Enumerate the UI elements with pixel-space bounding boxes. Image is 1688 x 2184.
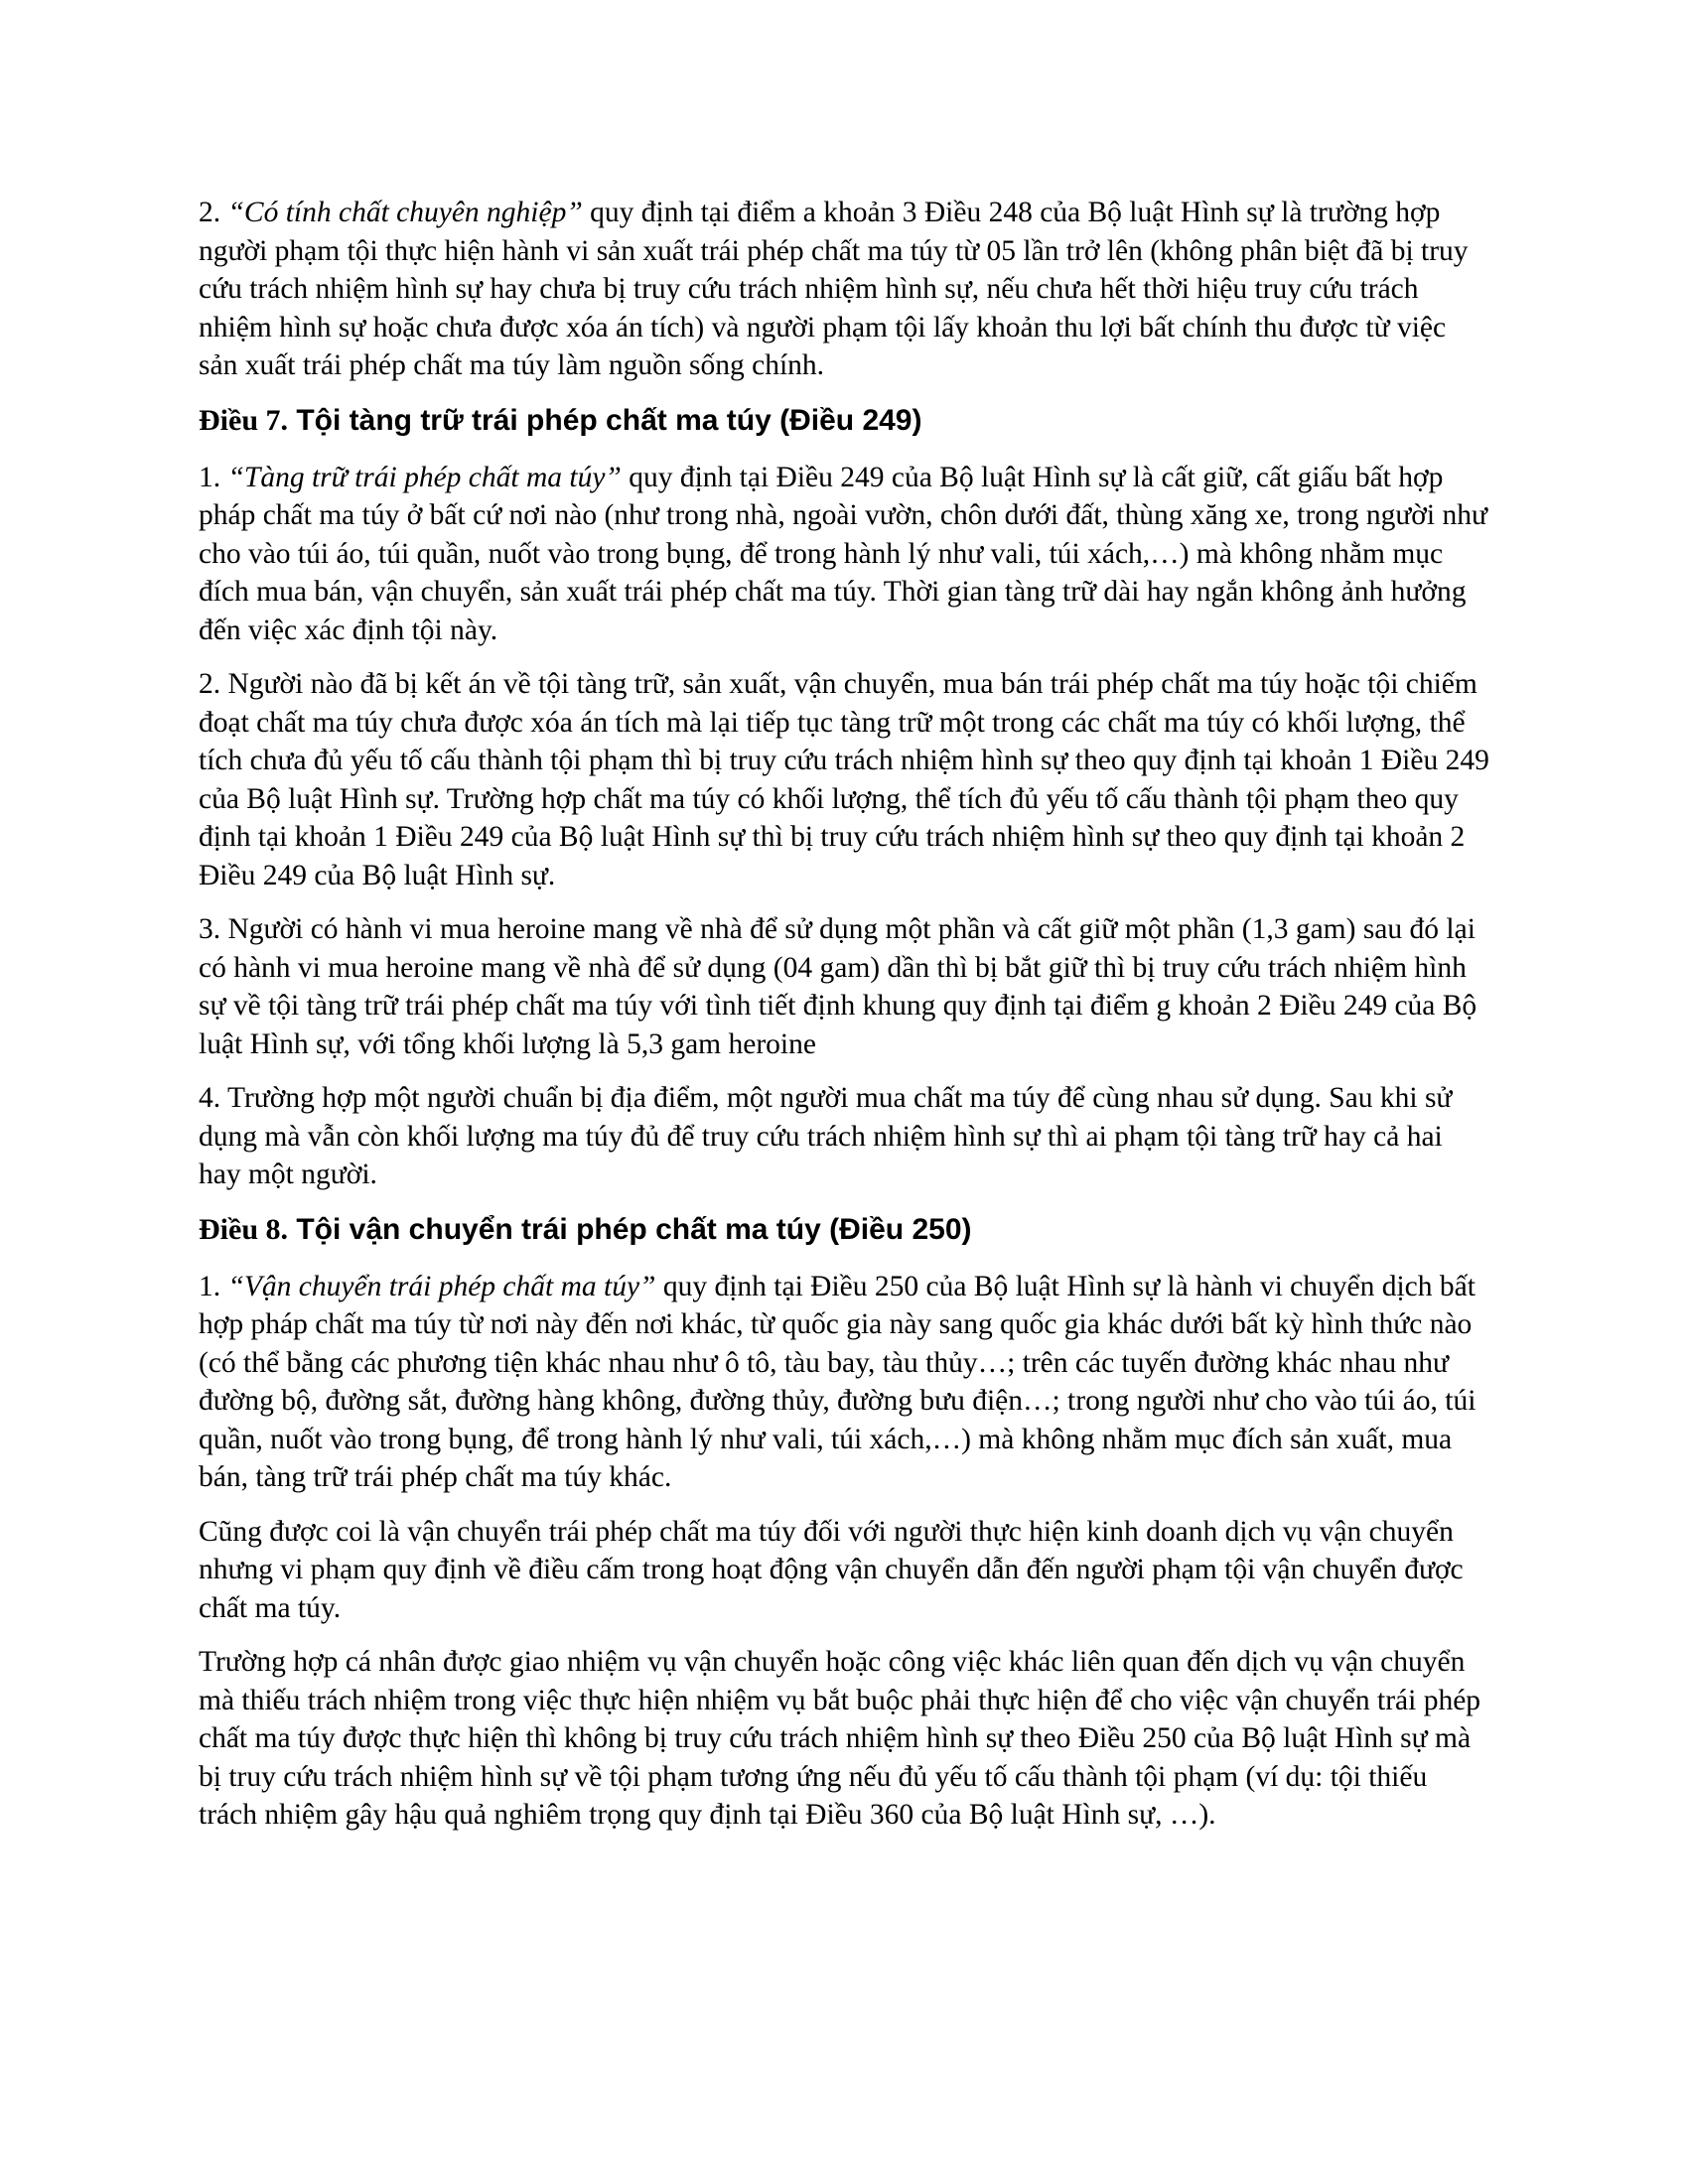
paragraph-number: 2.	[199, 197, 228, 228]
article-8-paragraph-1	[199, 1268, 1489, 1497]
article-8-heading	[199, 1210, 1489, 1250]
paragraph-number: 1.	[199, 461, 228, 493]
article-number: Điều 7.	[199, 403, 288, 437]
article-title: Tội vận chuyển trái phép chất ma túy (Điều 250)	[288, 1212, 972, 1246]
article-7-paragraph-1	[199, 459, 1489, 650]
article-7-paragraph-4: 4. Trường hợp một người chuẩn bị địa điểm, một người mua chất ma túy để cùng nhau sử dụng. Sau khi sử dụng mà vẫn còn khối lượng ma túy đủ để truy cứu trách nhiệm hình sự thì ai phạm tội tàng trữ hay cả hai hay một người.	[199, 1082, 1453, 1190]
italic-term: “Vận chuyển trái phép chất ma túy”	[227, 1270, 656, 1302]
section-6-paragraph-2	[199, 194, 1489, 385]
article-7-paragraph-3: 3. Người có hành vi mua heroine mang về nhà để sử dụng một phần và cất giữ một phần (1,3 gam) sau đó lại có hành vi mua heroine mang về nhà để sử dụng (04 gam) dần thì bị bắt giữ thì bị truy cứu trách nhiệm hình sự về tội tàng trữ trái phép chất ma túy với tình tiết định khung quy định tại điểm g khoản 2 Điều 249 của Bộ luật Hình sự, với tổng khối lượng là 5,3 gam heroine	[199, 913, 1477, 1060]
document-page	[199, 194, 1489, 1850]
article-7-heading	[199, 401, 1489, 441]
italic-term: “Có tính chất chuyên nghiệp”	[227, 197, 583, 228]
italic-term: “Tàng trữ trái phép chất ma túy”	[227, 461, 622, 493]
paragraph-text: quy định tại Điều 250 của Bộ luật Hình sự là hành vi chuyển dịch bất hợp pháp chất ma túy từ nơi này đến nơi khác, từ quốc gia này sang quốc gia khác dưới bất kỳ hình thức nào (có thể bằng các phương tiện khác nhau như ô tô, tàu bay, tàu thủy…; trên các tuyến đường khác nhau như đường bộ, đường sắt, đường hàng không, đường thủy, đường bưu điện…; trong người như cho vào túi áo, túi quần, nuốt vào trong bụng, để trong hành lý như vali, túi xách,…) mà không nhằm mục đích sản xuất, mua bán, tàng trữ trái phép chất ma túy khác.	[199, 1270, 1477, 1493]
paragraph-number: 1.	[199, 1270, 228, 1302]
paragraph-text: quy định tại Điều 249 của Bộ luật Hình sự là cất giữ, cất giấu bất hợp pháp chất ma túy ở bất cứ nơi nào (như trong nhà, ngoài vườn, chôn dưới đất, thùng xăng xe, trong người như cho vào túi áo, túi quần, nuốt vào trong bụng, để trong hành lý như vali, túi xách,…) mà không nhằm mục đích mua bán, vận chuyển, sản xuất trái phép chất ma túy. Thời gian tàng trữ dài hay ngắn không ảnh hưởng đến việc xác định tội này.	[199, 461, 1487, 646]
article-title: Tội tàng trữ trái phép chất ma túy (Điều 249)	[288, 403, 922, 437]
paragraph-text: quy định tại điểm a khoản 3 Điều 248 của Bộ luật Hình sự là trường hợp người phạm tội thực hiện hành vi sản xuất trái phép chất ma túy từ 05 lần trở lên (không phân biệt đã bị truy cứu trách nhiệm hình sự hay chưa bị truy cứu trách nhiệm hình sự, nếu chưa hết thời hiệu truy cứu trách nhiệm hình sự hoặc chưa được xóa án tích) và người phạm tội lấy khoản thu lợi bất chính thu được từ việc sản xuất trái phép chất ma túy làm nguồn sống chính.	[199, 197, 1469, 381]
article-number: Điều 8.	[199, 1212, 288, 1246]
article-7-paragraph-2: 2. Người nào đã bị kết án về tội tàng trữ, sản xuất, vận chuyển, mua bán trái phép chất ma túy hoặc tội chiếm đoạt chất ma túy chưa được xóa án tích mà lại tiếp tục tàng trữ một trong các chất ma túy có khối lượng, thể tích chưa đủ yếu tố cấu thành tội phạm thì bị truy cứu trách nhiệm hình sự theo quy định tại khoản 1 Điều 249 của Bộ luật Hình sự. Trường hợp chất ma túy có khối lượng, thể tích đủ yếu tố cấu thành tội phạm theo quy định tại khoản 1 Điều 249 của Bộ luật Hình sự thì bị truy cứu trách nhiệm hình sự theo quy định tại khoản 2 Điều 249 của Bộ luật Hình sự.	[199, 668, 1489, 891]
article-8-paragraph-2: Cũng được coi là vận chuyển trái phép chất ma túy đối với người thực hiện kinh doanh dịch vụ vận chuyển nhưng vi phạm quy định về điều cấm trong hoạt động vận chuyển dẫn đến người phạm tội vận chuyển được chất ma túy.	[199, 1515, 1464, 1624]
article-8-paragraph-3: Trường hợp cá nhân được giao nhiệm vụ vận chuyển hoặc công việc khác liên quan đến dịch vụ vận chuyển mà thiếu trách nhiệm trong việc thực hiện nhiệm vụ bắt buộc phải thực hiện để cho việc vận chuyển trái phép chất ma túy được thực hiện thì không bị truy cứu trách nhiệm hình sự theo Điều 250 của Bộ luật Hình sự mà bị truy cứu trách nhiệm hình sự về tội phạm tương ứng nếu đủ yếu tố cấu thành tội phạm (ví dụ: tội thiếu trách nhiệm gây hậu quả nghiêm trọng quy định tại Điều 360 của Bộ luật Hình sự, …).	[199, 1646, 1481, 1831]
